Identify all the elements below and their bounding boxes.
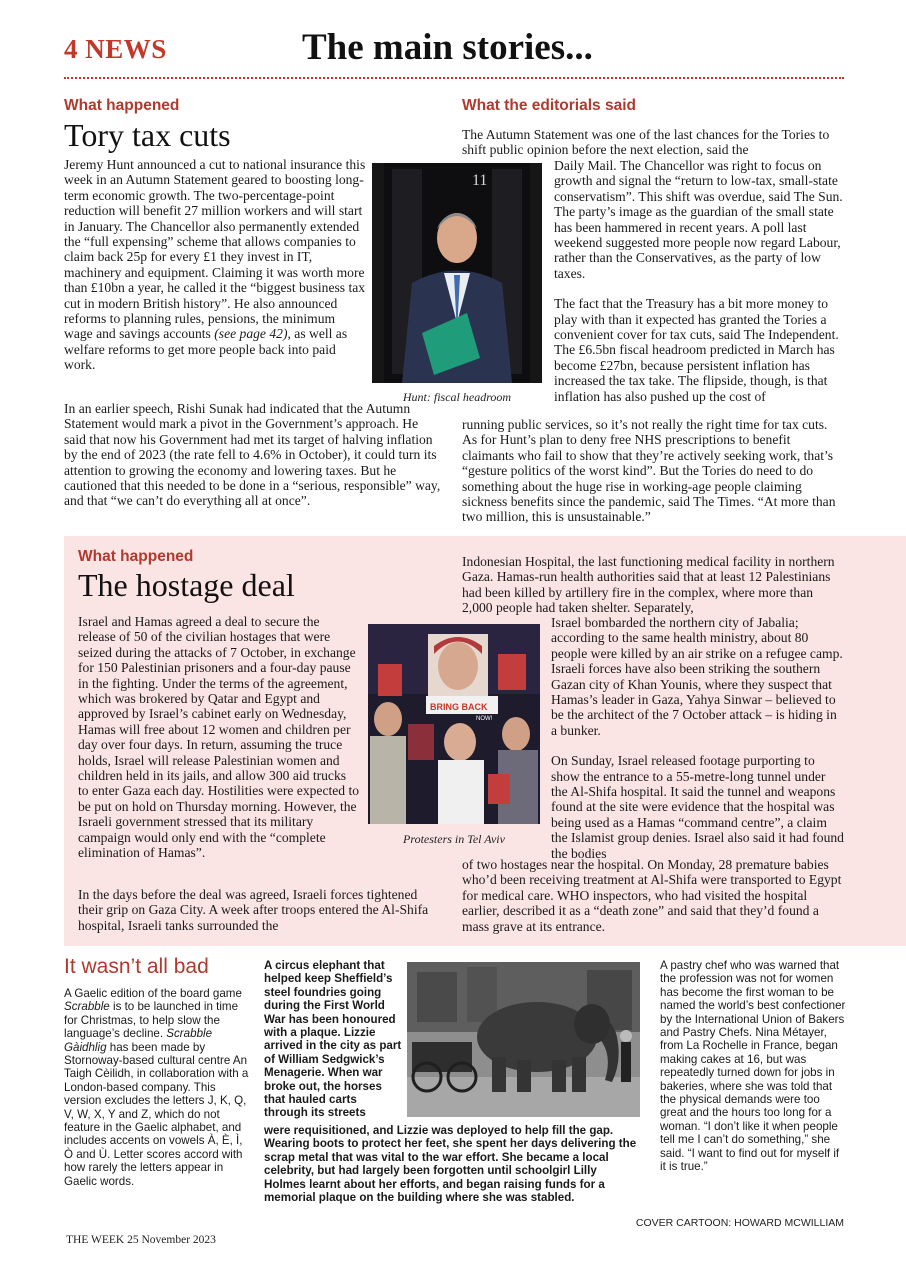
sign-sub: NOW!: [476, 716, 493, 722]
elephant-story-top: A circus elephant that helped keep Sheffield’s steel foundries going during the First World War has been honoured with a plaque. Lizzie arrived in the city as part of William Sedgwick’s Menagerie. When war broke out, the horses that hauled carts through its streets: [264, 959, 402, 1120]
hostage-right-top: Indonesian Hospital, the last functioning medical facility in northern Gaza. Hamas-run health authorities said that at least 12 Palestinians had been killed by artillery fire in the complex, where more than 2,000 people had taken shelter. Separately,: [462, 554, 835, 616]
tory-body-p2: In an earlier speech, Rishi Sunak had indicated that the Autumn Statement would mark a pivot in the Government’s approach. He said that now his Government had met its target of halving inflation by the end of 2023 (the rate fell to 4.6% in October), it could turn its attention to growing the economy and lowering taxes. But he cautioned that this needed to be done in a “serious, responsible” way, and that “we can’t do everything all at once”.: [64, 401, 441, 509]
editorials-body-p1-p2: Daily Mail. The Chancellor was right to focus on growth and signal the “return to low-tax, small-state conservatism”. This shift was overdue, said The Sun. The party’s image as the guardian of the small state has been hammered in recent years. A poll last weekend suggested more people now regard Labour, rather than the Conservatives, as the party of low taxes. The fact that the Treasury has a bit more money to play with than it expected has granted the Tories a convenient cover for tax cuts, said The Independent. The £6.5bn fiscal headroom predicted in March has become £27bn, because persistent inflation has increased the tax take. The flipside, though, is that inflation has also pushed up the cost of: [554, 158, 843, 404]
door-number: 11: [472, 172, 488, 189]
page-footer: THE WEEK 25 November 2023: [66, 1234, 216, 1246]
protesters-caption: Protesters in Tel Aviv: [403, 832, 505, 846]
elephant-story-bottom: were requisitioned, and Lizzie was deployed to help fill the gap. Wearing boots to protect her feet, she spent her days delivering the scrap metal that was vital to the war effort. She became a local celebrity, but had largely been forgotten until schoolgirl Lilly Holmes learnt about her efforts, and began raising funds for a memorial plaque on the building where she was stabled.: [264, 1124, 637, 1205]
sign-text: BRING BACK: [430, 702, 488, 712]
hunt-caption: Hunt: fiscal headroom: [402, 390, 512, 404]
editorials-body-p3: running public services, so it’s not really the right time for tax cuts. As for Hunt’s plan to deny free NHS prescriptions to benefit claimants who fail to show that they’re actively seeking work, that’s “gesture politics of the worst kind”. But the Tories do need to do something about the huge rise in working-age people claiming sickness benefits since the pandemic, said The Times. “At more than two million, this is unsustainable.”: [462, 417, 836, 525]
editorials-intro: The Autumn Statement was one of the last chances for the Tories to shift public opinion before the next election, said the: [462, 127, 830, 158]
page-title: The main stories...: [302, 27, 593, 68]
header-rule: [64, 77, 844, 79]
hostage-headline: The hostage deal: [78, 567, 295, 603]
hostage-body-p1: Israel and Hamas agreed a deal to secure the release of 50 of the civilian hostages that were seized during the attacks of 7 October, in exchange for 150 Palestinian prisoners and a four-day pause in the fighting. Under the terms of the agreement, which was brokered by Qatar and Egypt and approved by Israel’s cabinet early on Wednesday, Hamas will free about 12 women and children per day over four days. In return, assuming the truce holds, Israel will release Palestinian women and children held in its jails, and allow 300 aid trucks to enter Gaza each day. Hostilities were expected to be put on hold on Thursday morning. However, the Israeli government stressed that its military campaign would only end with the “complete elimination of Hamas”.: [78, 614, 360, 861]
pastry-chef-story: A pastry chef who was warned that the profession was not for women has become the first woman to be named the world’s best confectioner by the International Union of Bakers and Pastry Chefs. Nina Métayer, from La Rochelle in France, began making cakes at 16, but was repeatedly turned down for jobs in bakeries, where she was told that the physical demands were too great and the hours too long for a woman. “I don’t like it when people tell me I can’t do something,” she said. “I want to find out for myself if it is true.”: [660, 959, 846, 1174]
hostage-right-bottom: of two hostages near the hospital. On Monday, 28 premature babies who’d been receiving treatment at Al-Shifa were transported to Egypt for medical care. WHO inspectors, who had visited the hospital earlier, described it as a “death zone” and said that they’d found a mass grave at its entrance.: [462, 857, 842, 934]
hostage-right-mid: Israel bombarded the northern city of Jabalia; according to the same health ministry, about 80 people were killed by an air strike on a refugee camp. Israeli forces have also been striking the southern Gazan city of Khan Younis, where they suspect that Hamas’s leader in Gaza, Yahya Sinwar – believed to be the architect of the 7 October attack – is hiding in a bunker. On Sunday, Israel released footage purporting to show the entrance to a 55-metre-long tunnel under the Al-Shifa hospital. It said the tunnel and weapons found at the site were evidence that the hospital was being used as a Hamas “command centre”, a claim the Islamist group denies. Israel also said it had found the bodies: [551, 615, 844, 861]
not-bad-title: It wasn’t all bad: [64, 955, 209, 978]
gaelic-scrabble-story: A Gaelic edition of the board game Scrabble is to be launched in time for Christmas, to help slow the language’s decline. Scrabble Gàidhlig has been made by Stornoway-based cultural centre An Taigh Cèilidh, in collaboration with a London-based company. This version excludes the letters J, K, Q, V, W, X, Y and Z, which do not feature in the Gaelic alphabet, and includes accents on vowels À, È, Ì, Ò and Ù. Letter scores accord with how rarely the letters appear in Gaelic words.: [64, 987, 249, 1188]
tory-kicker: What happened: [64, 97, 180, 114]
hostage-body-p2: In the days before the deal was agreed, Israeli forces tightened their grip on Gaza City. A week after troops entered the Al-Shifa hospital, Israeli tanks surrounded the: [78, 887, 429, 933]
cover-credit: COVER CARTOON: HOWARD MCWILLIAM: [635, 1217, 844, 1229]
hostage-kicker: What happened: [78, 548, 194, 565]
hunt-photo: [372, 163, 542, 383]
tory-headline: Tory tax cuts: [64, 117, 231, 153]
elephant-photo: [407, 962, 640, 1117]
section-tag: 4 NEWS: [64, 34, 167, 64]
tory-body-p1: Jeremy Hunt announced a cut to national insurance this week in an Autumn Statement geared to boosting long-term economic growth. The two-percentage-point reduction will benefit 27 million workers and will start in January. The Chancellor also permanently extended the “full expensing” scheme that allows companies to claim back 25p for every £1 they invest in IT, machinery and equipment. Claiming it was worth more than £10bn a year, he called it the “biggest business tax cut in modern British history”. He also announced reforms to planning rules, pensions, the minimum wage and savings accounts (see page 42), as well as welfare reforms to get more people back into paid work.: [64, 157, 366, 373]
protesters-photo: [368, 624, 540, 824]
editorials-kicker: What the editorials said: [462, 97, 636, 114]
